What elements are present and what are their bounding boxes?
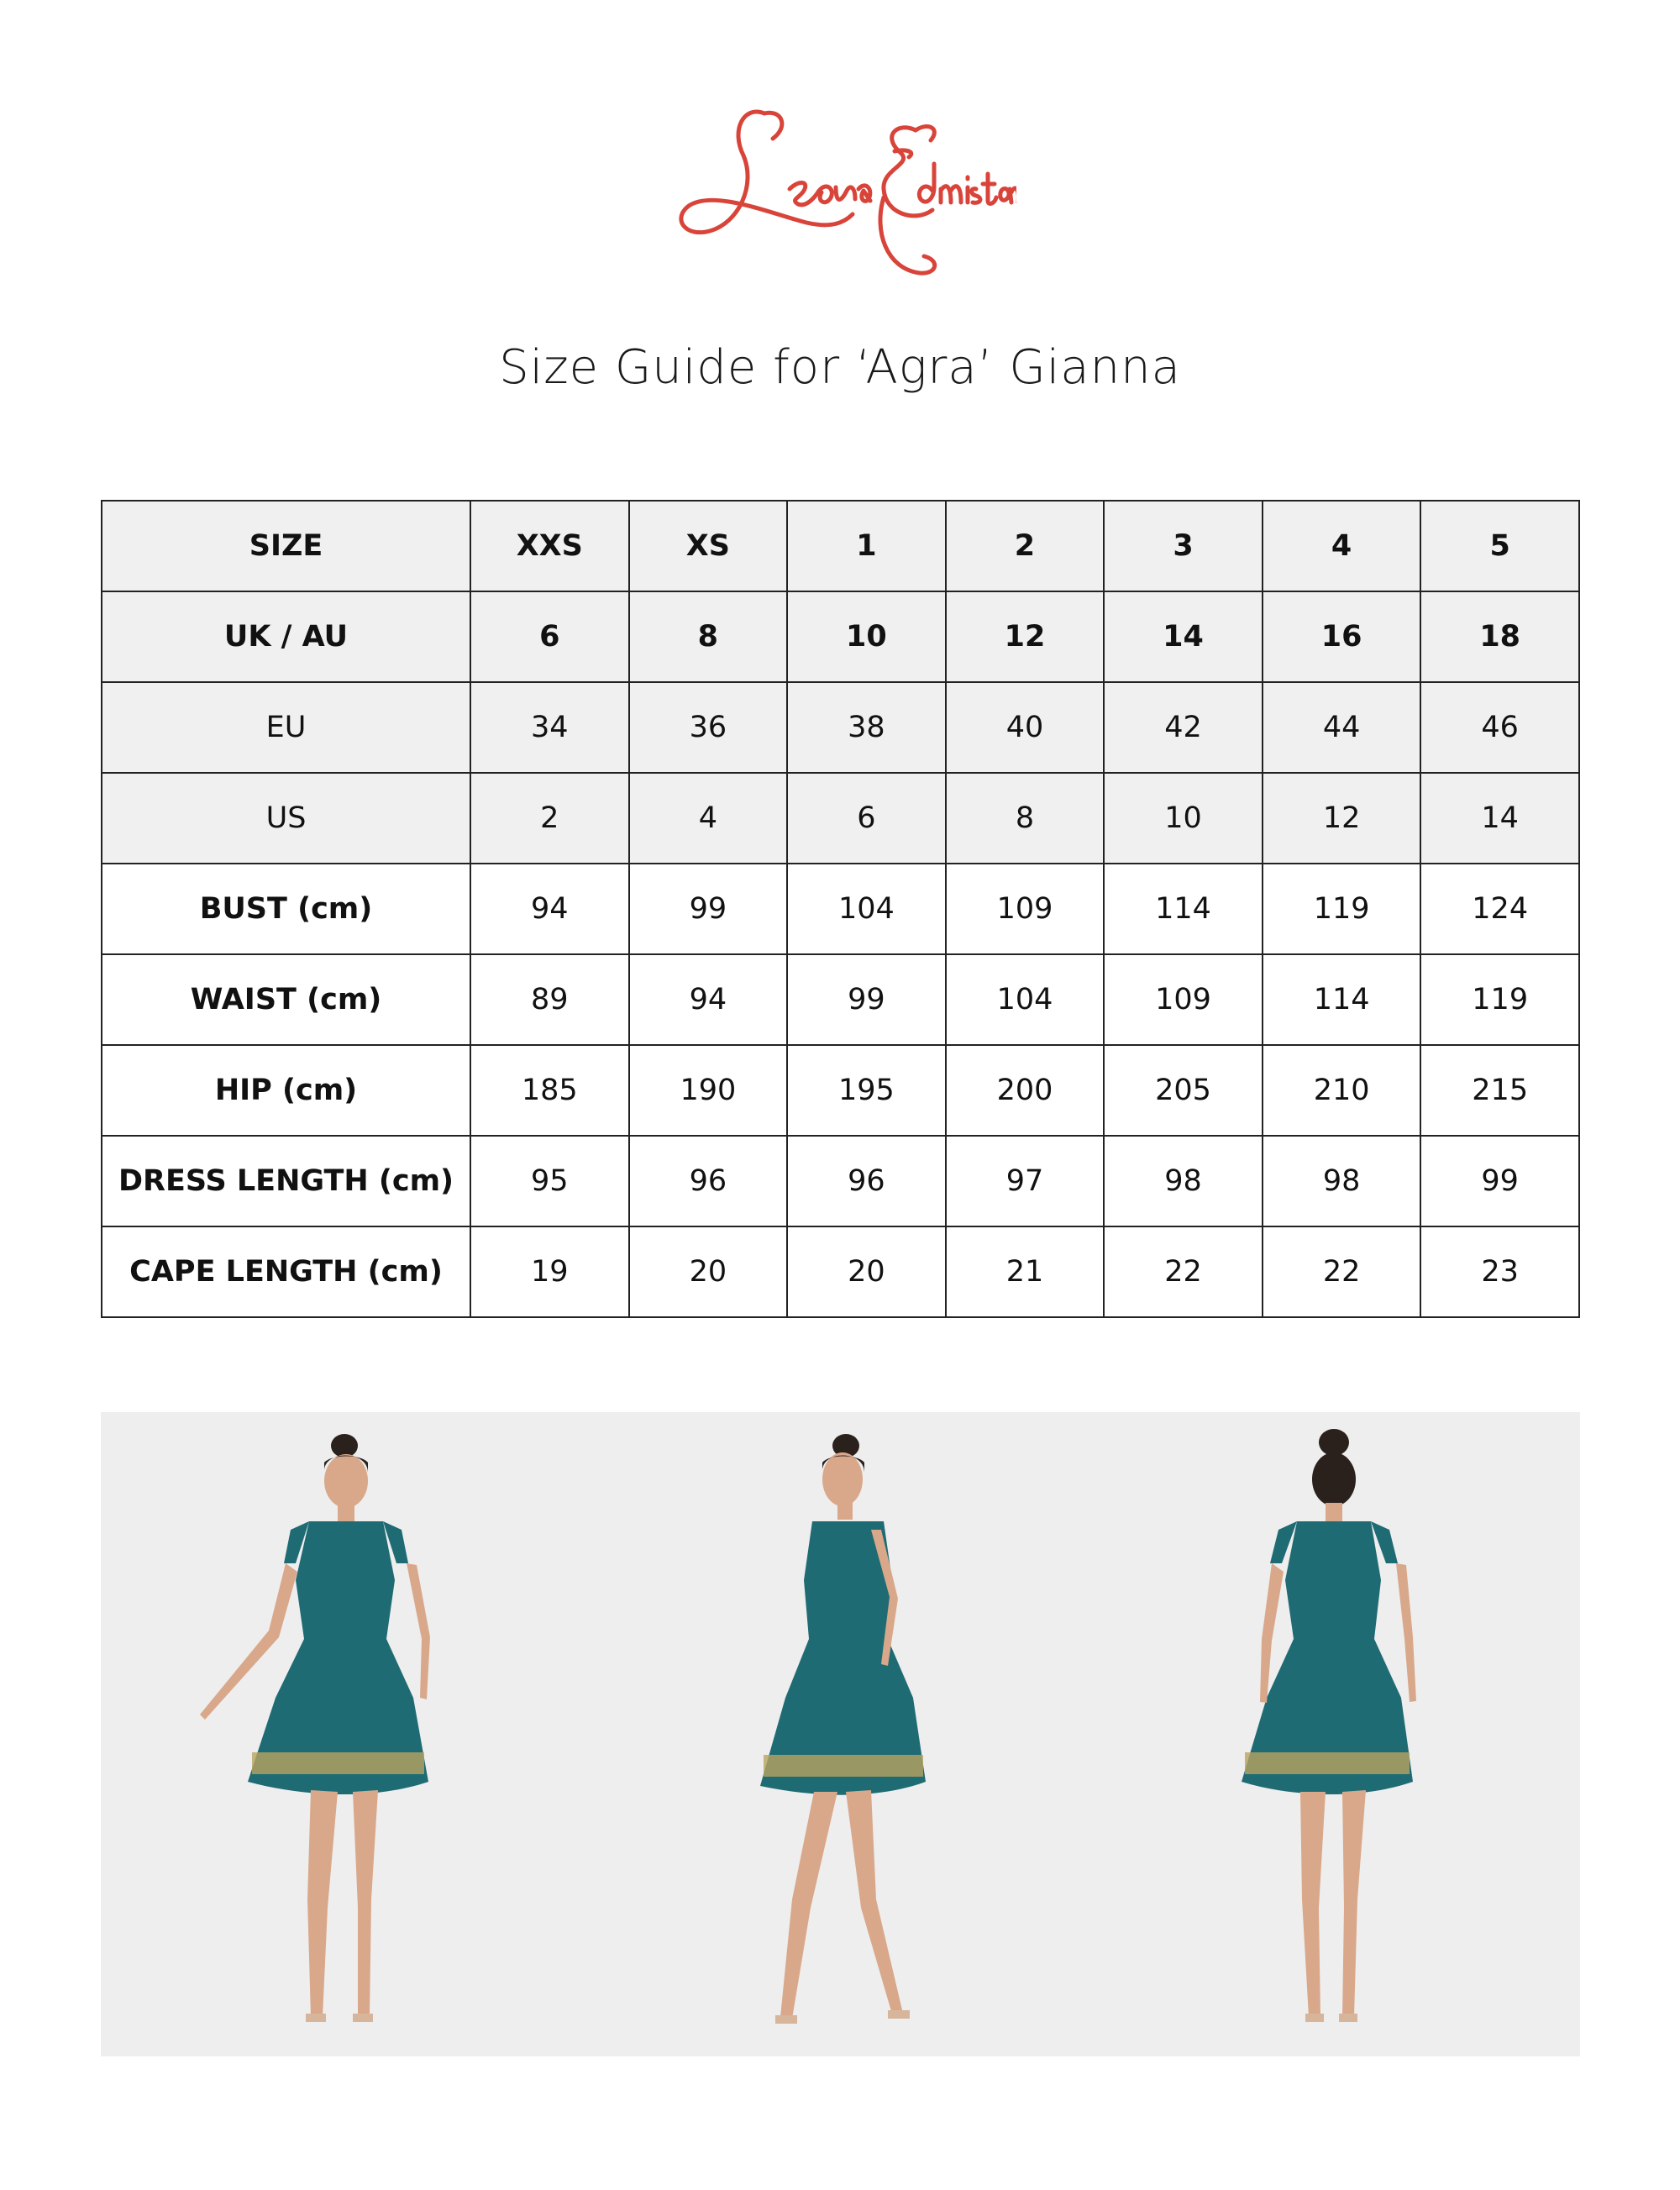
size-table-cell: 2 bbox=[946, 501, 1105, 591]
size-table-cell: 94 bbox=[629, 954, 788, 1045]
size-table-cell: 200 bbox=[946, 1045, 1105, 1136]
size-table-cell: 195 bbox=[787, 1045, 946, 1136]
size-table-cell: 98 bbox=[1104, 1136, 1263, 1226]
size-table-row bbox=[102, 591, 1579, 682]
size-table-cell: 40 bbox=[946, 682, 1105, 773]
size-table-cell: 99 bbox=[1420, 1136, 1579, 1226]
size-table-cell: 12 bbox=[1263, 773, 1421, 864]
size-table-row-label: US bbox=[102, 773, 470, 864]
model-photo-side bbox=[594, 1412, 1087, 2056]
size-table-cell: 2 bbox=[470, 773, 629, 864]
brand-logo bbox=[664, 97, 1016, 281]
size-table-cell: 114 bbox=[1263, 954, 1421, 1045]
size-table-row bbox=[102, 501, 1579, 591]
size-table-row bbox=[102, 864, 1579, 954]
size-table-cell: 21 bbox=[946, 1226, 1105, 1317]
size-table-cell: 34 bbox=[470, 682, 629, 773]
size-table-cell: 6 bbox=[470, 591, 629, 682]
size-table-cell: 19 bbox=[470, 1226, 629, 1317]
size-table-cell: 215 bbox=[1420, 1045, 1579, 1136]
size-table-cell: 96 bbox=[629, 1136, 788, 1226]
size-table-row bbox=[102, 954, 1579, 1045]
page-title: Size Guide for ‘Agra’ Gianna bbox=[499, 340, 1181, 395]
size-table-cell: 20 bbox=[629, 1226, 788, 1317]
size-table-cell: 119 bbox=[1263, 864, 1421, 954]
size-table-cell: 96 bbox=[787, 1136, 946, 1226]
size-table-cell: 119 bbox=[1420, 954, 1579, 1045]
model-photo-front bbox=[101, 1412, 594, 2056]
size-table-cell: 36 bbox=[629, 682, 788, 773]
size-table-cell: 185 bbox=[470, 1045, 629, 1136]
size-table-cell: 89 bbox=[470, 954, 629, 1045]
size-table-cell: 124 bbox=[1420, 864, 1579, 954]
size-table-cell: 23 bbox=[1420, 1226, 1579, 1317]
size-table-cell: 94 bbox=[470, 864, 629, 954]
size-table-row-label: SIZE bbox=[102, 501, 470, 591]
size-table-cell: 109 bbox=[946, 864, 1105, 954]
size-table-cell: 6 bbox=[787, 773, 946, 864]
size-table-cell: 190 bbox=[629, 1045, 788, 1136]
size-table-row bbox=[102, 1045, 1579, 1136]
size-table-cell: 109 bbox=[1104, 954, 1263, 1045]
size-table-cell: 97 bbox=[946, 1136, 1105, 1226]
size-table-cell: 98 bbox=[1263, 1136, 1421, 1226]
size-guide-table bbox=[101, 500, 1580, 1318]
size-table-cell: 4 bbox=[1263, 501, 1421, 591]
size-table-cell: 114 bbox=[1104, 864, 1263, 954]
size-table-cell: 104 bbox=[946, 954, 1105, 1045]
size-table-row bbox=[102, 773, 1579, 864]
size-table-row-label: DRESS LENGTH (cm) bbox=[102, 1136, 470, 1226]
size-table-row-label: BUST (cm) bbox=[102, 864, 470, 954]
size-table-cell: 8 bbox=[946, 773, 1105, 864]
size-table-row-label: UK / AU bbox=[102, 591, 470, 682]
size-table-row-label: EU bbox=[102, 682, 470, 773]
size-table-cell: 99 bbox=[787, 954, 946, 1045]
size-table-cell: XXS bbox=[470, 501, 629, 591]
size-table-row bbox=[102, 682, 1579, 773]
size-table-cell: 5 bbox=[1420, 501, 1579, 591]
size-table-cell: 38 bbox=[787, 682, 946, 773]
size-table-cell: 8 bbox=[629, 591, 788, 682]
size-table-cell: 14 bbox=[1420, 773, 1579, 864]
size-table-cell: 210 bbox=[1263, 1045, 1421, 1136]
size-table-cell: 104 bbox=[787, 864, 946, 954]
model-photos bbox=[101, 1412, 1580, 2056]
size-table-cell: 42 bbox=[1104, 682, 1263, 773]
size-table-cell: 20 bbox=[787, 1226, 946, 1317]
size-table-cell: 18 bbox=[1420, 591, 1579, 682]
size-table-cell: 3 bbox=[1104, 501, 1263, 591]
size-table-row-label: CAPE LENGTH (cm) bbox=[102, 1226, 470, 1317]
size-table-cell: 12 bbox=[946, 591, 1105, 682]
size-table-cell: XS bbox=[629, 501, 788, 591]
size-table-cell: 205 bbox=[1104, 1045, 1263, 1136]
size-table-cell: 99 bbox=[629, 864, 788, 954]
size-table-cell: 10 bbox=[1104, 773, 1263, 864]
size-table-row bbox=[102, 1226, 1579, 1317]
size-table-cell: 95 bbox=[470, 1136, 629, 1226]
model-photo-back bbox=[1087, 1412, 1580, 2056]
size-table-cell: 44 bbox=[1263, 682, 1421, 773]
size-table-row bbox=[102, 1136, 1579, 1226]
size-table-cell: 10 bbox=[787, 591, 946, 682]
size-table-cell: 1 bbox=[787, 501, 946, 591]
size-table-cell: 22 bbox=[1104, 1226, 1263, 1317]
size-table-cell: 14 bbox=[1104, 591, 1263, 682]
size-table-cell: 46 bbox=[1420, 682, 1579, 773]
size-table-row-label: HIP (cm) bbox=[102, 1045, 470, 1136]
size-table-cell: 16 bbox=[1263, 591, 1421, 682]
size-table-row-label: WAIST (cm) bbox=[102, 954, 470, 1045]
size-table-cell: 22 bbox=[1263, 1226, 1421, 1317]
size-table-cell: 4 bbox=[629, 773, 788, 864]
